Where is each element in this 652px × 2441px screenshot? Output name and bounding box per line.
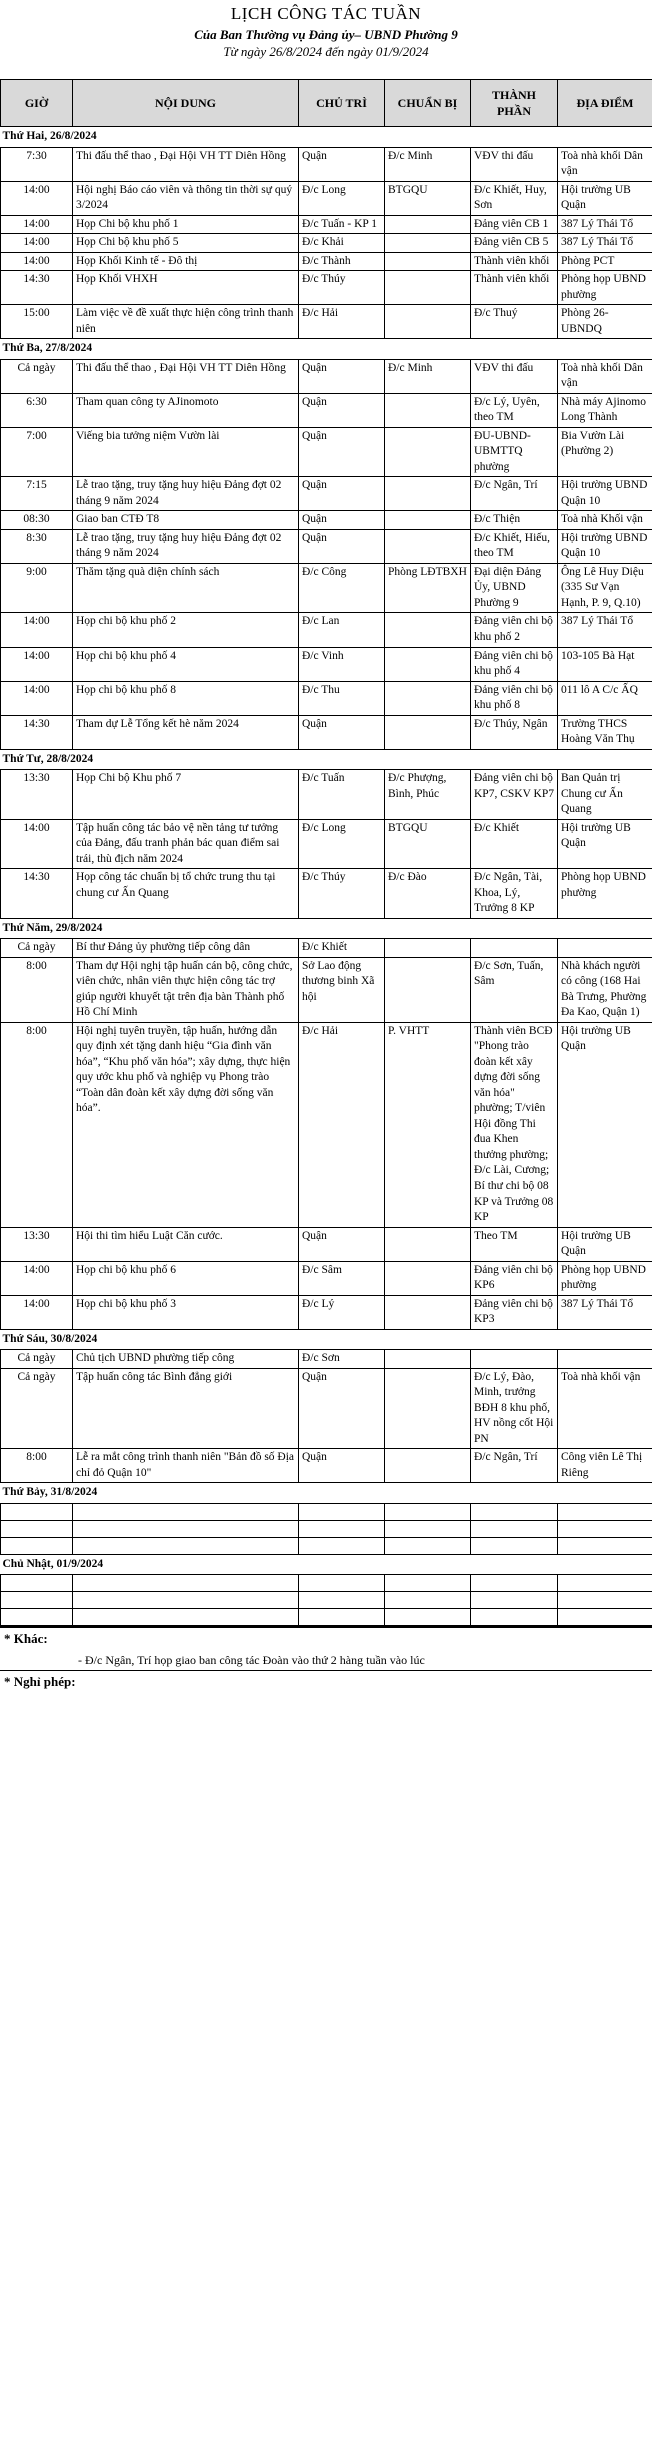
cell-preparation xyxy=(385,1295,471,1329)
cell-participants xyxy=(471,1503,558,1520)
cell-participants: Đ/c Thuý xyxy=(471,305,558,339)
cell-time: 6:30 xyxy=(1,393,73,427)
cell-participants: Đảng viên chi bộ khu phố 8 xyxy=(471,681,558,715)
cell-time: 13:30 xyxy=(1,770,73,820)
cell-location xyxy=(558,1350,652,1369)
cell-chair: Đ/c Long xyxy=(299,819,385,869)
cell-preparation: Đ/c Đào xyxy=(385,869,471,919)
cell-location: 011 lô A C/c ẤQ xyxy=(558,681,652,715)
day-label: Thứ Sáu, 30/8/2024 xyxy=(1,1329,652,1350)
cell-time: 14:00 xyxy=(1,819,73,869)
cell-chair: Đ/c Thúy xyxy=(299,271,385,305)
cell-location: Hội trường UBND Quận 10 xyxy=(558,477,652,511)
table-row xyxy=(1,939,652,958)
cell-chair: Quận xyxy=(299,359,385,393)
cell-participants: Đ/c Thiện xyxy=(471,511,558,530)
cell-time: 14:00 xyxy=(1,215,73,234)
cell-content: Tham dự Hội nghị tập huấn cán bộ, công chức, viên chức, nhân viên thực hiện công tác trợ giúp người khuyết tật trên địa bàn Thành phố Hồ Chí Minh xyxy=(73,957,299,1022)
cell-participants: Thành viên khối xyxy=(471,252,558,271)
cell-preparation xyxy=(385,1609,471,1626)
cell-participants xyxy=(471,1520,558,1537)
cell-time: 14:00 xyxy=(1,234,73,253)
cell-time: Cả ngày xyxy=(1,939,73,958)
cell-chair: Quận xyxy=(299,1449,385,1483)
table-row xyxy=(1,147,652,181)
cell-content: Họp Khối VHXH xyxy=(73,271,299,305)
cell-content: Làm việc về đề xuất thực hiện công trình thanh niên xyxy=(73,305,299,339)
table-row xyxy=(1,393,652,427)
cell-preparation: Đ/c Phượng, Bình, Phúc xyxy=(385,770,471,820)
other-notes-label: * Khác: xyxy=(0,1626,652,1650)
cell-preparation xyxy=(385,613,471,647)
cell-chair: Đ/c Lan xyxy=(299,613,385,647)
cell-chair: Đ/c Khải xyxy=(299,234,385,253)
cell-participants xyxy=(471,1350,558,1369)
cell-participants: Đ/c Khiết xyxy=(471,819,558,869)
cell-preparation: Đ/c Minh xyxy=(385,359,471,393)
table-row xyxy=(1,613,652,647)
cell-chair xyxy=(299,1537,385,1554)
cell-content: Giao ban CTĐ T8 xyxy=(73,511,299,530)
cell-time xyxy=(1,1592,73,1609)
cell-chair: Quận xyxy=(299,147,385,181)
table-row xyxy=(1,1261,652,1295)
cell-participants: Đ/c Ngân, Trí xyxy=(471,1449,558,1483)
cell-content: Họp công tác chuẩn bị tổ chức trung thu tại chung cư Ấn Quang xyxy=(73,869,299,919)
cell-participants: Đảng viên CB 1 xyxy=(471,215,558,234)
table-row xyxy=(1,529,652,563)
cell-time: 8:00 xyxy=(1,1449,73,1483)
cell-preparation xyxy=(385,1368,471,1449)
cell-location: 387 Lý Thái Tổ xyxy=(558,215,652,234)
cell-location: Toà nhà Khối vận xyxy=(558,511,652,530)
cell-participants: Đ/c Sơn, Tuấn, Sâm xyxy=(471,957,558,1022)
cell-preparation xyxy=(385,529,471,563)
schedule-body xyxy=(1,127,652,1626)
cell-content xyxy=(73,1503,299,1520)
table-row xyxy=(1,681,652,715)
table-row xyxy=(1,252,652,271)
empty-row xyxy=(1,1520,652,1537)
day-label: Thứ Tư, 28/8/2024 xyxy=(1,749,652,770)
schedule-header xyxy=(0,0,652,61)
cell-content: Họp Chi bộ khu phố 1 xyxy=(73,215,299,234)
day-label: Thứ Hai, 26/8/2024 xyxy=(1,127,652,148)
cell-preparation xyxy=(385,1350,471,1369)
cell-location: Phòng PCT xyxy=(558,252,652,271)
cell-chair: Đ/c Tuấn - KP 1 xyxy=(299,215,385,234)
cell-location: 103-105 Bà Hạt xyxy=(558,647,652,681)
cell-chair: Quận xyxy=(299,715,385,749)
cell-time: 14:00 xyxy=(1,647,73,681)
cell-chair xyxy=(299,1503,385,1520)
cell-participants: VĐV thi đấu xyxy=(471,147,558,181)
table-row xyxy=(1,181,652,215)
cell-location: Trường THCS Hoàng Văn Thụ xyxy=(558,715,652,749)
cell-location: Phòng họp UBND phường xyxy=(558,869,652,919)
cell-time: 7:15 xyxy=(1,477,73,511)
table-row xyxy=(1,1350,652,1369)
cell-location: 387 Lý Thái Tổ xyxy=(558,234,652,253)
cell-preparation xyxy=(385,647,471,681)
day-header-row xyxy=(1,339,652,360)
leave-notes-label: * Nghỉ phép: xyxy=(0,1670,652,1693)
cell-participants: Đ/c Khiết, Hiếu, theo TM xyxy=(471,529,558,563)
day-header-row xyxy=(1,749,652,770)
cell-location: Hội trường UBND Quận 10 xyxy=(558,529,652,563)
cell-chair: Đ/c Sâm xyxy=(299,1261,385,1295)
cell-location: 387 Lý Thái Tổ xyxy=(558,1295,652,1329)
col-header-time: GIỜ xyxy=(1,80,73,127)
cell-participants: Đ/c Ngân, Trí xyxy=(471,477,558,511)
cell-chair: Đ/c Vinh xyxy=(299,647,385,681)
cell-time: 14:00 xyxy=(1,252,73,271)
day-header-row xyxy=(1,1329,652,1350)
cell-participants: Đ/c Lý, Uyên, theo TM xyxy=(471,393,558,427)
cell-preparation xyxy=(385,1261,471,1295)
day-label: Thứ Ba, 27/8/2024 xyxy=(1,339,652,360)
cell-location xyxy=(558,1503,652,1520)
cell-time: 15:00 xyxy=(1,305,73,339)
cell-location xyxy=(558,1520,652,1537)
cell-participants: Đảng viên chi bộ KP3 xyxy=(471,1295,558,1329)
table-row xyxy=(1,1295,652,1329)
col-header-preparation: CHUẨN BỊ xyxy=(385,80,471,127)
cell-participants: Thành viên BCĐ "Phong trào đoàn kết xây dựng đời sống văn hóa" phường; T/viên Hội đồng Thi đua Khen thưởng phường; Đ/c Lài, Cương; Bí thư chi bộ 08 KP và Trưởng 08 KP xyxy=(471,1022,558,1227)
table-row xyxy=(1,869,652,919)
cell-location xyxy=(558,939,652,958)
cell-time: 14:30 xyxy=(1,715,73,749)
day-header-row xyxy=(1,127,652,148)
table-row xyxy=(1,1022,652,1227)
cell-content: Tập huấn công tác bảo vệ nền tảng tư tưởng của Đảng, đấu tranh phản bác quan điểm sai trái, thù địch năm 2024 xyxy=(73,819,299,869)
cell-preparation xyxy=(385,215,471,234)
cell-participants: Đảng viên chi bộ KP6 xyxy=(471,1261,558,1295)
cell-chair: Đ/c Hải xyxy=(299,305,385,339)
cell-preparation xyxy=(385,511,471,530)
cell-preparation xyxy=(385,1520,471,1537)
cell-time: 8:00 xyxy=(1,957,73,1022)
cell-location: Công viên Lê Thị Riêng xyxy=(558,1449,652,1483)
col-header-chair: CHỦ TRÌ xyxy=(299,80,385,127)
cell-location: Toà nhà khối Dân vận xyxy=(558,359,652,393)
col-header-content: NỘI DUNG xyxy=(73,80,299,127)
cell-location: Nhà khách người có công (168 Hai Bà Trưng, Phường Đa Kao, Quận 1) xyxy=(558,957,652,1022)
cell-chair: Quận xyxy=(299,393,385,427)
cell-location xyxy=(558,1537,652,1554)
table-row xyxy=(1,819,652,869)
cell-time xyxy=(1,1575,73,1592)
page-title: LỊCH CÔNG TÁC TUẦN xyxy=(230,4,422,23)
day-header-row xyxy=(1,1483,652,1504)
cell-preparation xyxy=(385,1503,471,1520)
cell-content: Hội nghị Báo cáo viên và thông tin thời sự quý 3/2024 xyxy=(73,181,299,215)
cell-content: Họp chi bộ khu phố 6 xyxy=(73,1261,299,1295)
cell-preparation xyxy=(385,271,471,305)
day-label: Chủ Nhật, 01/9/2024 xyxy=(1,1554,652,1575)
cell-chair: Đ/c Thành xyxy=(299,252,385,271)
cell-location xyxy=(558,1609,652,1626)
cell-content xyxy=(73,1592,299,1609)
cell-time xyxy=(1,1537,73,1554)
cell-content: Thi đấu thể thao , Đại Hội VH TT Diên Hồng xyxy=(73,359,299,393)
table-row xyxy=(1,770,652,820)
cell-chair: Đ/c Hải xyxy=(299,1022,385,1227)
table-row xyxy=(1,1368,652,1449)
cell-location: Toà nhà khối Dân vận xyxy=(558,147,652,181)
cell-location: Hội trường UB Quận xyxy=(558,1022,652,1227)
empty-row xyxy=(1,1537,652,1554)
cell-location: Nhà máy Ajinomo Long Thành xyxy=(558,393,652,427)
cell-participants xyxy=(471,1537,558,1554)
cell-location: Phòng 26-UBNDQ xyxy=(558,305,652,339)
page-subtitle: Của Ban Thường vụ Đảng ủy– UBND Phường 9 xyxy=(194,26,458,42)
cell-preparation xyxy=(385,1537,471,1554)
cell-preparation xyxy=(385,1227,471,1261)
cell-location: Bia Vườn Lài (Phường 2) xyxy=(558,427,652,477)
cell-content: Lễ trao tặng, truy tặng huy hiệu Đảng đợt 02 tháng 9 năm 2024 xyxy=(73,529,299,563)
cell-participants xyxy=(471,1592,558,1609)
cell-preparation: BTGQU xyxy=(385,819,471,869)
table-row xyxy=(1,511,652,530)
cell-chair xyxy=(299,1520,385,1537)
cell-participants xyxy=(471,1609,558,1626)
col-header-location: ĐỊA ĐIỂM xyxy=(558,80,652,127)
table-row xyxy=(1,215,652,234)
cell-time xyxy=(1,1520,73,1537)
cell-chair xyxy=(299,1609,385,1626)
cell-time: 08:30 xyxy=(1,511,73,530)
cell-content xyxy=(73,1609,299,1626)
cell-chair: Quận xyxy=(299,529,385,563)
cell-content: Tập huấn công tác Bình đẳng giới xyxy=(73,1368,299,1449)
cell-preparation xyxy=(385,681,471,715)
cell-time: 14:00 xyxy=(1,613,73,647)
cell-content: Họp chi bộ khu phố 3 xyxy=(73,1295,299,1329)
cell-time: 7:00 xyxy=(1,427,73,477)
cell-location xyxy=(558,1575,652,1592)
cell-time: 8:30 xyxy=(1,529,73,563)
cell-content: Lễ ra mắt công trình thanh niên "Bản đồ số Địa chỉ đỏ Quận 10" xyxy=(73,1449,299,1483)
cell-time: 8:00 xyxy=(1,1022,73,1227)
cell-location: Phòng họp UBND phường xyxy=(558,1261,652,1295)
cell-chair xyxy=(299,1592,385,1609)
cell-preparation xyxy=(385,1449,471,1483)
cell-participants: Đ/c Ngân, Tài, Khoa, Lý, Trưởng 8 KP xyxy=(471,869,558,919)
cell-participants: Thành viên khối xyxy=(471,271,558,305)
cell-chair xyxy=(299,1575,385,1592)
cell-chair: Quận xyxy=(299,511,385,530)
cell-chair: Đ/c Thu xyxy=(299,681,385,715)
cell-chair: Đ/c Sơn xyxy=(299,1350,385,1369)
cell-chair: Sở Lao động thương binh Xã hội xyxy=(299,957,385,1022)
cell-content: Tham dự Lễ Tổng kết hè năm 2024 xyxy=(73,715,299,749)
cell-location: Hội trường UB Quận xyxy=(558,819,652,869)
cell-chair: Đ/c Thúy xyxy=(299,869,385,919)
cell-content: Thăm tặng quà diện chính sách xyxy=(73,563,299,613)
table-row xyxy=(1,1227,652,1261)
cell-time: 7:30 xyxy=(1,147,73,181)
cell-chair: Quận xyxy=(299,1368,385,1449)
cell-preparation: P. VHTT xyxy=(385,1022,471,1227)
cell-preparation xyxy=(385,1592,471,1609)
cell-content: Họp Chi bộ Khu phố 7 xyxy=(73,770,299,820)
day-label: Thứ Bảy, 31/8/2024 xyxy=(1,1483,652,1504)
cell-chair: Đ/c Khiết xyxy=(299,939,385,958)
cell-chair: Quận xyxy=(299,1227,385,1261)
cell-chair: Quận xyxy=(299,427,385,477)
cell-time: 14:00 xyxy=(1,181,73,215)
day-label: Thứ Năm, 29/8/2024 xyxy=(1,918,652,939)
col-header-participants: THÀNH PHẦN xyxy=(471,80,558,127)
cell-participants: Đ/c Lý, Đào, Minh, trưởng BĐH 8 khu phố, HV nồng cốt Hội PN xyxy=(471,1368,558,1449)
cell-time: Cả ngày xyxy=(1,359,73,393)
cell-preparation: Đ/c Minh xyxy=(385,147,471,181)
cell-participants: Theo TM xyxy=(471,1227,558,1261)
cell-preparation xyxy=(385,305,471,339)
cell-content: Họp chi bộ khu phố 4 xyxy=(73,647,299,681)
cell-participants: ĐU-UBND-UBMTTQ phường xyxy=(471,427,558,477)
cell-location: Phòng họp UBND phường xyxy=(558,271,652,305)
cell-content xyxy=(73,1537,299,1554)
cell-preparation xyxy=(385,252,471,271)
cell-chair: Đ/c Tuấn xyxy=(299,770,385,820)
cell-location xyxy=(558,1592,652,1609)
cell-content: Họp Khối Kinh tế - Đô thị xyxy=(73,252,299,271)
cell-location: Toà nhà khối vận xyxy=(558,1368,652,1449)
cell-participants xyxy=(471,1575,558,1592)
table-row xyxy=(1,427,652,477)
cell-content: Viếng bia tưởng niệm Vườn lài xyxy=(73,427,299,477)
cell-participants xyxy=(471,939,558,958)
cell-content: Hội thi tìm hiểu Luật Căn cước. xyxy=(73,1227,299,1261)
empty-row xyxy=(1,1503,652,1520)
date-range: Từ ngày 26/8/2024 đến ngày 01/9/2024 xyxy=(223,44,429,60)
cell-participants: Đảng viên chi bộ khu phố 4 xyxy=(471,647,558,681)
cell-chair: Đ/c Lý xyxy=(299,1295,385,1329)
cell-participants: Đ/c Khiết, Huy, Sơn xyxy=(471,181,558,215)
cell-time: 9:00 xyxy=(1,563,73,613)
cell-preparation xyxy=(385,1575,471,1592)
cell-content xyxy=(73,1575,299,1592)
table-row xyxy=(1,563,652,613)
cell-time: 14:30 xyxy=(1,869,73,919)
cell-participants: Đảng viên chi bộ khu phố 2 xyxy=(471,613,558,647)
empty-row xyxy=(1,1592,652,1609)
cell-content: Chủ tịch UBND phường tiếp công xyxy=(73,1350,299,1369)
cell-participants: Đ/c Thúy, Ngân xyxy=(471,715,558,749)
cell-content: Họp chi bộ khu phố 8 xyxy=(73,681,299,715)
cell-time: 14:00 xyxy=(1,681,73,715)
table-row xyxy=(1,305,652,339)
cell-content: Hội nghị tuyên truyền, tập huấn, hướng dẫn quy định xét tặng danh hiệu “Gia đình văn hóa”, “Khu phố văn hóa”; xây dựng, thực hiện quy ước khu phố và nghiệp vụ Phong trào “Toàn dân đoàn kết xây dựng đời sống văn hóa”. xyxy=(73,1022,299,1227)
notes-section xyxy=(0,1626,652,1692)
cell-time: Cả ngày xyxy=(1,1368,73,1449)
empty-row xyxy=(1,1575,652,1592)
cell-content: Lễ trao tặng, truy tặng huy hiệu Đảng đợt 02 tháng 9 năm 2024 xyxy=(73,477,299,511)
day-header-row xyxy=(1,918,652,939)
cell-content: Tham quan công ty AJinomoto xyxy=(73,393,299,427)
table-row xyxy=(1,715,652,749)
cell-content: Thi đấu thể thao , Đại Hội VH TT Diên Hồng xyxy=(73,147,299,181)
cell-content xyxy=(73,1520,299,1537)
cell-preparation xyxy=(385,477,471,511)
cell-time xyxy=(1,1609,73,1626)
empty-row xyxy=(1,1609,652,1626)
cell-content: Họp chi bộ khu phố 2 xyxy=(73,613,299,647)
cell-preparation xyxy=(385,957,471,1022)
cell-preparation: BTGQU xyxy=(385,181,471,215)
cell-location: Ban Quản trị Chung cư Ấn Quang xyxy=(558,770,652,820)
cell-time: 14:00 xyxy=(1,1261,73,1295)
table-row xyxy=(1,1449,652,1483)
table-row xyxy=(1,271,652,305)
cell-location: Hội trường UB Quận xyxy=(558,181,652,215)
cell-time xyxy=(1,1503,73,1520)
table-row xyxy=(1,647,652,681)
cell-preparation xyxy=(385,939,471,958)
cell-location: Ông Lê Huy Diệu (335 Sư Vạn Hạnh, P. 9, Q.10) xyxy=(558,563,652,613)
day-header-row xyxy=(1,1554,652,1575)
cell-chair: Đ/c Công xyxy=(299,563,385,613)
cell-preparation xyxy=(385,427,471,477)
table-row xyxy=(1,957,652,1022)
cell-participants: Đại diện Đảng Ủy, UBND Phường 9 xyxy=(471,563,558,613)
cell-content: Họp Chi bộ khu phố 5 xyxy=(73,234,299,253)
cell-preparation xyxy=(385,715,471,749)
schedule-table xyxy=(0,79,652,1626)
other-notes-text: - Đ/c Ngân, Trí họp giao ban công tác Đoàn vào thứ 2 hàng tuần vào lúc xyxy=(78,1652,425,1667)
cell-content: Bí thư Đảng ủy phường tiếp công dân xyxy=(73,939,299,958)
cell-location: 387 Lý Thái Tổ xyxy=(558,613,652,647)
cell-chair: Đ/c Long xyxy=(299,181,385,215)
cell-location: Hội trường UB Quận xyxy=(558,1227,652,1261)
table-row xyxy=(1,234,652,253)
table-row xyxy=(1,477,652,511)
cell-participants: Đảng viên chi bộ KP7, CSKV KP7 xyxy=(471,770,558,820)
cell-participants: Đảng viên CB 5 xyxy=(471,234,558,253)
cell-preparation xyxy=(385,234,471,253)
cell-preparation: Phòng LĐTBXH xyxy=(385,563,471,613)
cell-preparation xyxy=(385,393,471,427)
cell-time: 13:30 xyxy=(1,1227,73,1261)
cell-chair: Quận xyxy=(299,477,385,511)
cell-time: 14:00 xyxy=(1,1295,73,1329)
table-header-row xyxy=(1,80,652,127)
cell-time: Cả ngày xyxy=(1,1350,73,1369)
table-row xyxy=(1,359,652,393)
cell-time: 14:30 xyxy=(1,271,73,305)
cell-participants: VĐV thi đấu xyxy=(471,359,558,393)
